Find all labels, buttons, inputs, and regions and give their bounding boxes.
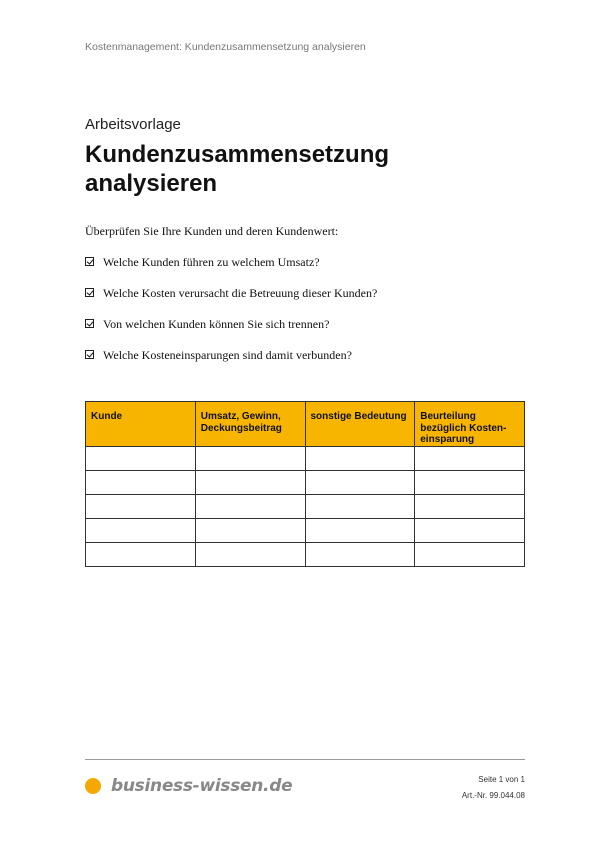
table-header-row	[86, 402, 525, 447]
page-number: Seite 1 von 1	[478, 775, 525, 784]
checked-box-icon	[85, 319, 94, 328]
table-cell[interactable]	[305, 446, 415, 470]
checklist-item	[85, 286, 377, 317]
checklist-item-text: Welche Kosten verursacht die Betreuung dieser Kunden?	[103, 286, 378, 300]
table-cell[interactable]	[86, 470, 196, 494]
header-line: Beurteilung	[420, 411, 476, 422]
header-line: einsparung	[420, 434, 475, 445]
title-line-1: Kundenzusammensetzung	[85, 141, 390, 168]
column-header-kunde	[86, 402, 196, 447]
analysis-table	[85, 401, 525, 567]
checklist-item	[85, 255, 377, 286]
table-cell[interactable]	[415, 542, 525, 566]
table-row	[86, 446, 525, 470]
page-header: Kostenmanagement: Kundenzusammensetzung analysieren	[85, 41, 366, 53]
table-cell[interactable]	[415, 446, 525, 470]
page-info	[462, 772, 525, 804]
table-row	[86, 518, 525, 542]
checked-box-icon	[85, 288, 94, 297]
table-cell[interactable]	[86, 542, 196, 566]
footer-divider	[85, 759, 525, 760]
table-cell[interactable]	[415, 470, 525, 494]
table-row	[86, 470, 525, 494]
table-cell[interactable]	[86, 446, 196, 470]
table-cell[interactable]	[415, 494, 525, 518]
checked-box-icon	[85, 257, 94, 266]
header-line: Umsatz, Gewinn,	[200, 411, 281, 422]
logo-dot-icon	[85, 778, 101, 794]
table-cell[interactable]	[195, 446, 305, 470]
column-header-bedeutung	[305, 402, 415, 447]
table-cell[interactable]	[195, 494, 305, 518]
checklist-item-text: Welche Kunden führen zu welchem Umsatz?	[103, 255, 320, 269]
header-line: Kunde	[91, 411, 123, 422]
table-cell[interactable]	[305, 470, 415, 494]
logo-text: business-wissen.de	[111, 776, 293, 796]
checklist-item-text: Welche Kosteneinsparungen sind damit verbunden?	[103, 348, 352, 362]
table-row	[86, 542, 525, 566]
document-title	[85, 140, 389, 198]
business-wissen-logo[interactable]	[85, 776, 292, 796]
header-line: Deckungsbeitrag	[200, 422, 282, 434]
checklist-item	[85, 348, 377, 379]
checklist-item-text: Von welchen Kunden können Sie sich trennen?	[103, 317, 330, 331]
table-cell[interactable]	[305, 518, 415, 542]
table-cell[interactable]	[305, 494, 415, 518]
document-subtitle: Arbeitsvorlage	[85, 116, 181, 133]
table-cell[interactable]	[305, 542, 415, 566]
title-line-2: analysieren	[85, 170, 218, 197]
table-cell[interactable]	[195, 542, 305, 566]
column-header-umsatz	[195, 402, 305, 447]
table-row	[86, 494, 525, 518]
header-line: sonstige Bedeutung	[310, 411, 407, 422]
column-header-beurteilung	[415, 402, 525, 447]
table-cell[interactable]	[195, 518, 305, 542]
table-cell[interactable]	[415, 518, 525, 542]
header-line: bezüglich Kosten-	[420, 422, 507, 434]
intro-text: Überprüfen Sie Ihre Kunden und deren Kundenwert:	[85, 224, 339, 238]
checklist	[85, 255, 377, 379]
table-cell[interactable]	[86, 518, 196, 542]
table-cell[interactable]	[86, 494, 196, 518]
article-number: Art.-Nr. 99.044.08	[461, 791, 525, 800]
checklist-item	[85, 317, 377, 348]
table-cell[interactable]	[195, 470, 305, 494]
checked-box-icon	[85, 350, 94, 359]
